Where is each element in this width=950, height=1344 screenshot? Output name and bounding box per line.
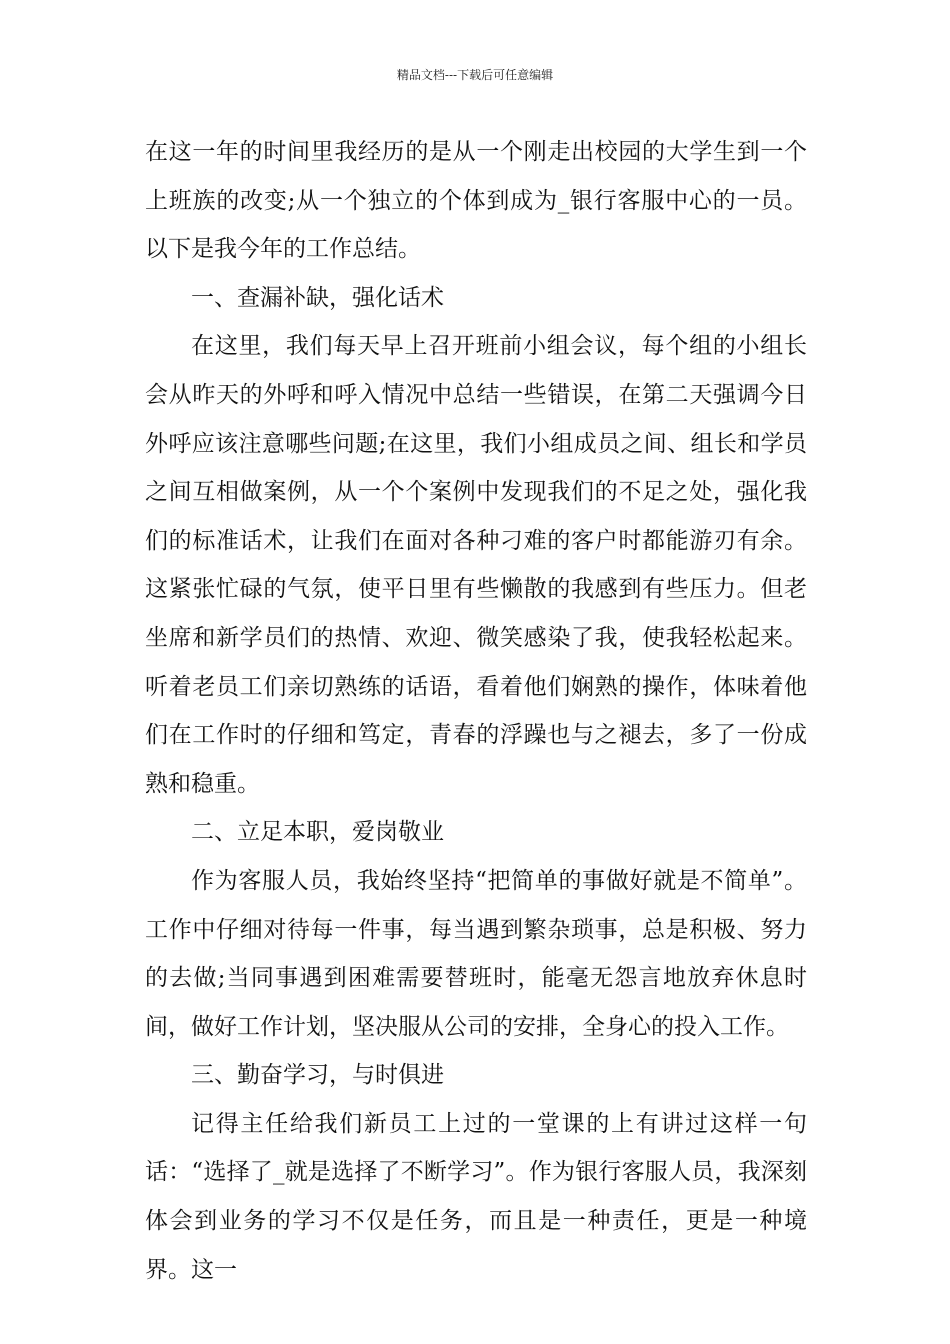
page-header: 精品文档---下载后可任意编辑 [396, 68, 554, 82]
paragraph-section-1: 在这里，我们每天早上召开班前小组会议，每个组的小组长会从昨天的外呼和呼入情况中总结一些错误，在第二天强调今日外呼应该注意哪些问题;在这里，我们小组成员之间、组长和学员之间互相做案例，从一个个案例中发现我们的不足之处，强化我们的标准话术，让我们在面对各种刁难的客户时都能游刃有余。这紧张忙碌的气氛，使平日里有些懒散的我感到有些压力。但老坐席和新学员们的热情、欢迎、微笑感染了我，使我轻松起来。听着老员工们亲切熟练的话语，看着他们娴熟的操作，体味着他们在工作时的仔细和笃定，青春的浮躁也与之褪去，多了一份成熟和稳重。 [145, 333, 807, 797]
section-heading-1: 一、查漏补缺，强化话术 [191, 284, 444, 311]
paragraph-section-2: 作为客服人员，我始终坚持“把简单的事做好就是不简单”。工作中仔细对待每一件事，每当遇到繁杂琐事，总是积极、努力的去做;当同事遇到困难需要替班时，能毫无怨言地放弃休息时间，做好工作计划，坚决服从公司的安排，全身心的投入工作。 [145, 867, 807, 1040]
paragraph-intro: 在这一年的时间里我经历的是从一个刚走出校园的大学生到一个上班族的改变;从一个独立的个体到成为_银行客服中心的一员。以下是我今年的工作总结。 [145, 139, 807, 263]
section-heading-2: 二、立足本职，爱岗敬业 [191, 819, 444, 846]
section-heading-3: 三、勤奋学习，与时俱进 [191, 1062, 444, 1089]
paragraph-section-3: 记得主任给我们新员工上过的一堂课的上有讲过这样一句话：“选择了_就是选择了不断学习”。作为银行客服人员，我深刻体会到业务的学习不仅是任务，而且是一种责任，更是一种境界。这一 [145, 1110, 807, 1283]
document-body [145, 128, 807, 1294]
